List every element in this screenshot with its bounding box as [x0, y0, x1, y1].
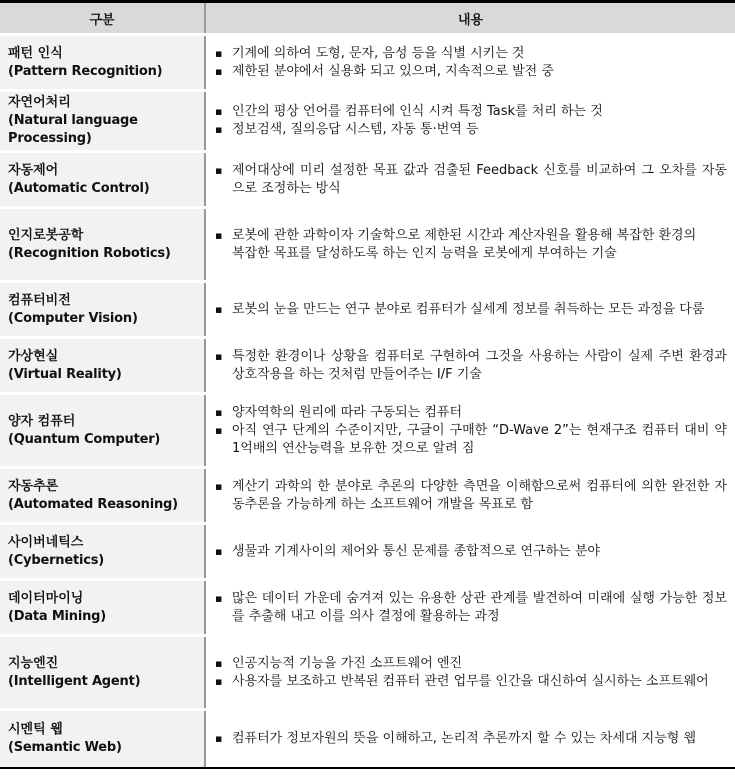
term-cell [0, 208, 205, 282]
table-row [0, 338, 735, 394]
term-cell [0, 338, 205, 394]
description-item: ▪ 인공지능적 기능을 가진 소프트웨어 엔진 [214, 655, 727, 673]
table-row [0, 636, 735, 710]
table-row [0, 152, 735, 208]
description-list [214, 301, 727, 319]
description-item: ▪ 로봇에 관한 과학이자 기술학으로 제한된 시간과 계산자원을 활용해 복잡한 환경의 [214, 227, 727, 245]
header-category: 구분 [0, 2, 205, 35]
description-cell [205, 580, 735, 636]
term-korean: 시멘틱 웹 [8, 721, 63, 737]
description-continuation: 복잡한 목표를 달성하도록 하는 인지 능력을 로봇에게 부여하는 기술 [232, 245, 617, 261]
description-cell [205, 282, 735, 338]
description-list [214, 590, 727, 626]
description-list [214, 45, 727, 81]
description-cell [205, 338, 735, 394]
description-item: ▪ 아직 연구 단계의 수준이지만, 구글이 구매한 “D-Wave 2”는 현재구조 컴퓨터 대비 약 1억배의 연산능력을 보유한 것으로 알려 짐 [214, 422, 727, 458]
table-row [0, 282, 735, 338]
term-korean: 자동추론 [8, 478, 59, 494]
description-cell [205, 91, 735, 152]
term-cell [0, 524, 205, 580]
term-korean: 데이터마이닝 [8, 590, 84, 606]
term-korean: 자동제어 [8, 162, 59, 178]
term-korean: 패턴 인식 [8, 45, 63, 61]
description-list [214, 404, 727, 458]
term-english: (Natural language Processing) [8, 113, 138, 146]
term-cell [0, 35, 205, 91]
term-korean: 인지로봇공학 [8, 227, 84, 243]
description-cell [205, 208, 735, 282]
description-list [214, 655, 727, 691]
term-cell [0, 394, 205, 468]
term-english: (Intelligent Agent) [8, 673, 141, 689]
term-korean: 지능엔진 [8, 655, 59, 671]
term-cell [0, 152, 205, 208]
term-cell [0, 468, 205, 524]
term-english: (Computer Vision) [8, 310, 138, 326]
description-item: ▪ 양자역학의 원리에 따라 구동되는 컴퓨터 [214, 404, 727, 422]
term-cell [0, 91, 205, 152]
term-english: (Pattern Recognition) [8, 63, 163, 79]
term-cell [0, 636, 205, 710]
description-item: ▪ 계산기 과학의 한 분야로 추론의 다양한 측면을 이해함으로써 컴퓨터에 의한 완전한 자동추론을 가능하게 하는 소프트웨어 개발을 목표로 함 [214, 478, 727, 514]
description-item: ▪ 많은 데이터 가운데 숨겨져 있는 유용한 상관 관계를 발견하여 미래에 실행 가능한 정보를 추출해 내고 이를 의사 결정에 활용하는 과정 [214, 590, 727, 626]
table-header-row [0, 2, 735, 35]
term-cell [0, 710, 205, 768]
term-english: (Data Mining) [8, 608, 107, 624]
table-row [0, 35, 735, 91]
description-item: ▪ 생물과 기계사이의 제어와 통신 문제를 종합적으로 연구하는 분야 [214, 543, 727, 561]
term-english: (Automated Reasoning) [8, 496, 178, 512]
description-cell [205, 35, 735, 91]
description-list [214, 348, 727, 384]
description-list [214, 478, 727, 514]
term-cell [0, 580, 205, 636]
description-item: ▪ 제한된 분야에서 실용화 되고 있으며, 지속적으로 발전 중 [214, 63, 727, 81]
description-item: ▪ 제어대상에 미리 설정한 목표 값과 검출된 Feedback 신호를 비교하여 그 오차를 자동으로 조정하는 방식 [214, 162, 727, 198]
description-item: ▪ 인간의 평상 언어를 컴퓨터에 인식 시켜 특정 Task를 처리 하는 것 [214, 103, 727, 121]
term-korean: 컴퓨터비전 [8, 292, 71, 308]
description-list [214, 162, 727, 198]
term-english: (Virtual Reality) [8, 366, 122, 382]
term-korean: 사이버네틱스 [8, 534, 84, 550]
description-cell [205, 710, 735, 768]
table-row [0, 91, 735, 152]
description-cell [205, 152, 735, 208]
term-korean: 양자 컴퓨터 [8, 413, 76, 429]
term-cell [0, 282, 205, 338]
term-english: (Quantum Computer) [8, 431, 161, 447]
term-english: (Automatic Control) [8, 180, 150, 196]
description-item: ▪ 로봇의 눈을 만드는 연구 분야로 컴퓨터가 실세계 정보를 취득하는 모든 과정을 다룸 [214, 301, 727, 319]
description-item: ▪ 특정한 환경이나 상황을 컴퓨터로 구현하여 그것을 사용하는 사람이 실제 주변 환경과 상호작용을 하는 것처럼 만들어주는 I/F 기술 [214, 348, 727, 384]
table-row [0, 468, 735, 524]
description-cell [205, 636, 735, 710]
description-item: ▪ 컴퓨터가 정보자원의 뜻을 이해하고, 논리적 추론까지 할 수 있는 차세대 지능형 웹 [214, 730, 727, 748]
description-item: ▪ 정보검색, 질의응답 시스템, 자동 통·번역 등 [214, 121, 727, 139]
description-list [214, 227, 727, 263]
description-list [214, 730, 727, 748]
table-row [0, 580, 735, 636]
table-row [0, 710, 735, 768]
table-row [0, 524, 735, 580]
header-content: 내용 [205, 2, 735, 35]
term-english: (Semantic Web) [8, 739, 122, 755]
description-cell [205, 468, 735, 524]
description-list [214, 543, 727, 561]
description-cell [205, 394, 735, 468]
term-korean: 가상현실 [8, 348, 59, 364]
description-cell [205, 524, 735, 580]
term-korean: 자연어처리 [8, 95, 71, 110]
term-english: (Cybernetics) [8, 552, 105, 568]
table-row [0, 394, 735, 468]
description-item: ▪ 기계에 의하여 도형, 문자, 음성 등을 식별 시키는 것 [214, 45, 727, 63]
table-row [0, 208, 735, 282]
term-english: (Recognition Robotics) [8, 245, 171, 261]
description-list [214, 103, 727, 139]
description-item: ▪ 사용자를 보조하고 반복된 컴퓨터 관련 업무를 인간을 대신하여 실시하는 소프트웨어 [214, 673, 727, 691]
